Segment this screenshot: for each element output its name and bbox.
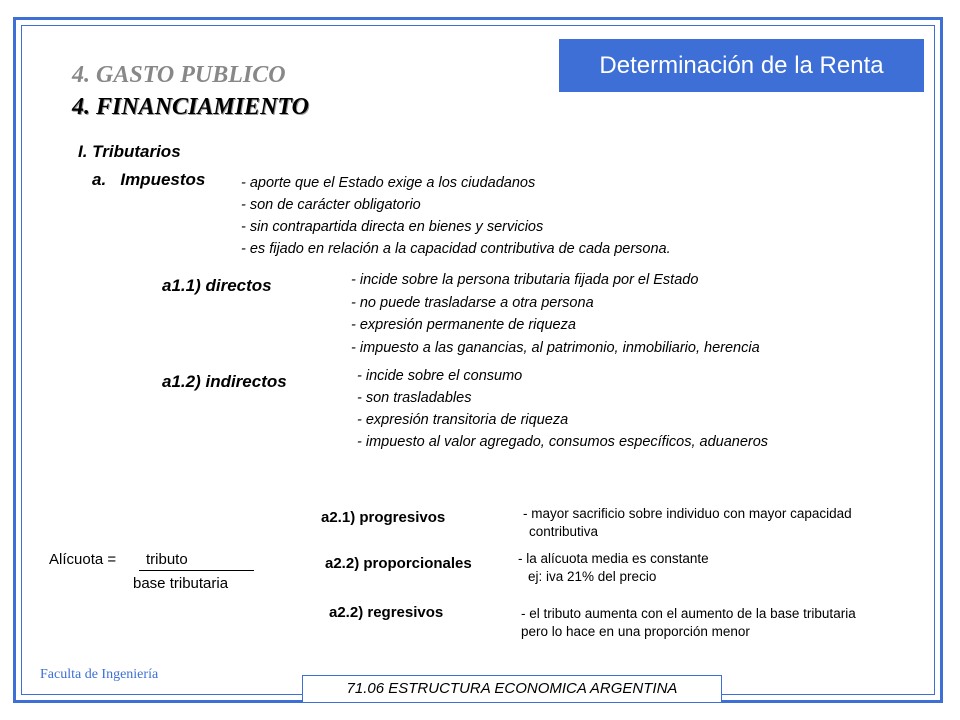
regresivos-description — [521, 605, 856, 641]
progresivos-label: a2.1) progresivos — [321, 509, 446, 526]
progresivos-line: - mayor sacrificio sobre individuo con mayor capacidad — [523, 506, 852, 521]
regresivos-line: pero lo hace en una proporción menor — [521, 624, 750, 639]
proporcionales-description — [518, 550, 709, 586]
impuestos-line: - aporte que el Estado exige a los ciudadanos — [241, 175, 536, 191]
formula-label: Alícuota = — [49, 551, 117, 568]
directos-line: - incide sobre la persona tributaria fijada por el Estado — [351, 272, 699, 288]
progresivos-line: contributiva — [529, 524, 599, 539]
directos-line: - expresión permanente de riqueza — [351, 317, 576, 333]
directos-line: - no puede trasladarse a otra persona — [351, 294, 594, 311]
heading-gasto-publico: 4. GASTO PUBLICO — [72, 62, 286, 88]
indirectos-line: - incide sobre el consumo — [357, 368, 523, 384]
heading-financiamiento: 4. FINANCIAMIENTO — [72, 94, 309, 120]
slide-title: Determinación de la Renta — [559, 39, 924, 92]
indirectos-line: - impuesto al valor agregado, consumos específicos, aduaneros — [357, 434, 769, 450]
indirectos-label: a1.2) indirectos — [162, 372, 287, 391]
indirectos-description — [357, 365, 768, 453]
proporcionales-line: ej: iva 21% del precio — [528, 569, 657, 584]
impuestos-line: - son de carácter obligatorio — [241, 197, 421, 213]
proporcionales-label: a2.2) proporcionales — [325, 555, 472, 572]
progresivos-description — [523, 505, 852, 541]
impuestos-line: - sin contrapartida directa en bienes y servicios — [241, 219, 544, 235]
section-tributarios: I. Tributarios — [78, 142, 181, 161]
directos-line: - impuesto a las ganancias, al patrimonio, inmobiliario, herencia — [351, 339, 760, 356]
regresivos-line: - el tributo aumenta con el aumento de la base tributaria — [521, 606, 856, 621]
formula-fraction-line — [139, 570, 254, 571]
regresivos-label: a2.2) regresivos — [329, 604, 444, 621]
footer-course-title: 71.06 ESTRUCTURA ECONOMICA ARGENTINA — [302, 675, 722, 703]
impuestos-description — [241, 172, 671, 260]
footer-institution: Faculta de Ingeniería — [40, 667, 159, 682]
indirectos-line: - expresión transitoria de riqueza — [357, 412, 569, 428]
proporcionales-line: - la alícuota media es constante — [518, 551, 709, 566]
formula-numerator: tributo — [146, 551, 188, 568]
directos-description — [351, 269, 760, 359]
item-impuestos-label: a. Impuestos — [92, 170, 206, 189]
directos-label: a1.1) directos — [162, 276, 272, 295]
indirectos-line: - son trasladables — [357, 390, 472, 406]
impuestos-line: - es fijado en relación a la capacidad contributiva de cada persona. — [241, 241, 671, 257]
formula-denominator: base tributaria — [133, 575, 229, 592]
slide-inner-border — [21, 25, 935, 695]
